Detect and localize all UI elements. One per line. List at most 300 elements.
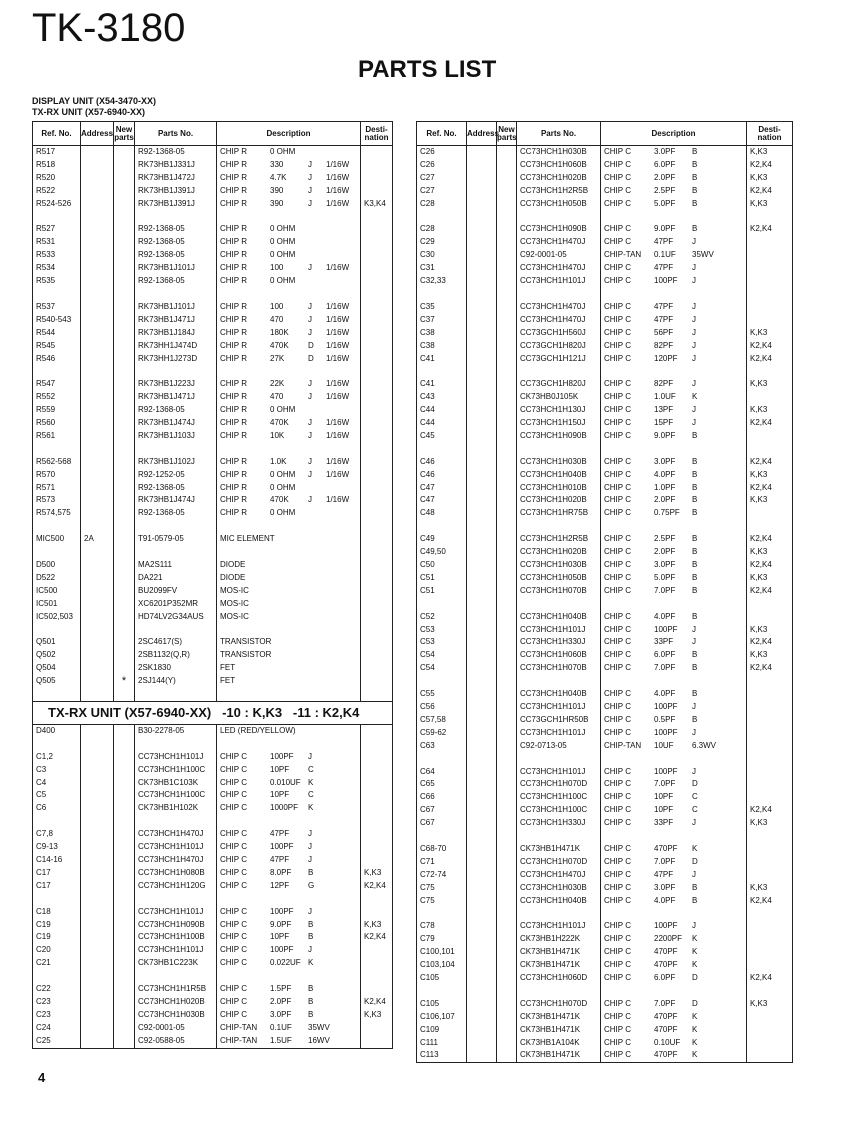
new-cell bbox=[114, 906, 135, 919]
description-cell bbox=[601, 288, 747, 301]
parts-cell: CC73HCH1H090B bbox=[135, 919, 217, 932]
ref-cell: C44 bbox=[417, 404, 467, 417]
ref-cell: R574,575 bbox=[33, 507, 81, 520]
parts-cell: CC73HCH1H070B bbox=[517, 585, 601, 598]
address-cell bbox=[81, 815, 114, 828]
desc-value: 7.0PF bbox=[654, 998, 676, 1008]
destination-cell bbox=[361, 802, 393, 815]
spacer-row bbox=[33, 443, 393, 456]
ref-cell: C106,107 bbox=[417, 1011, 467, 1024]
desc-value: 13PF bbox=[654, 405, 674, 415]
desc-type: CHIP R bbox=[220, 185, 247, 195]
table-row bbox=[33, 353, 393, 366]
destination-cell: K2,K4 bbox=[361, 931, 393, 944]
new-cell bbox=[497, 972, 517, 985]
desc-tol: D bbox=[692, 779, 698, 789]
desc-tol: B bbox=[692, 585, 698, 595]
description-cell bbox=[601, 546, 747, 559]
ref-cell bbox=[33, 624, 81, 637]
parts-cell: R92-1368-05 bbox=[135, 223, 217, 236]
new-cell bbox=[497, 146, 517, 159]
description-cell bbox=[217, 675, 361, 688]
description-cell bbox=[601, 236, 747, 249]
address-cell bbox=[81, 159, 114, 172]
table-row bbox=[417, 1049, 793, 1062]
desc-type: CHIP C bbox=[220, 932, 247, 942]
table-row bbox=[417, 662, 793, 675]
new-cell bbox=[114, 198, 135, 211]
description-cell bbox=[217, 802, 361, 815]
parts-cell: CC73HCH1H470J bbox=[517, 236, 601, 249]
spacer-row bbox=[417, 288, 793, 301]
desc-type: CHIP R bbox=[220, 237, 247, 247]
ref-cell: C23 bbox=[33, 996, 81, 1009]
ref-cell: R540-543 bbox=[33, 314, 81, 327]
new-cell bbox=[114, 185, 135, 198]
desc-tol: J bbox=[692, 340, 696, 350]
parts-cell: CC73HCH1H330J bbox=[517, 636, 601, 649]
desc-type: FET bbox=[220, 676, 236, 686]
destination-cell bbox=[361, 236, 393, 249]
desc-value: 100PF bbox=[654, 727, 678, 737]
description-cell bbox=[601, 843, 747, 856]
desc-rating: 1/16W bbox=[326, 327, 350, 337]
table-row bbox=[417, 340, 793, 353]
destination-cell: K,K3 bbox=[747, 817, 793, 830]
destination-cell: K2,K4 bbox=[747, 417, 793, 430]
ref-cell: IC501 bbox=[33, 598, 81, 611]
destination-cell bbox=[361, 391, 393, 404]
new-cell bbox=[497, 946, 517, 959]
description-cell bbox=[601, 198, 747, 211]
new-cell bbox=[114, 456, 135, 469]
ref-cell: C29 bbox=[417, 236, 467, 249]
desc-type: CHIP C bbox=[604, 495, 631, 505]
table-row bbox=[417, 314, 793, 327]
desc-value: 9.0PF bbox=[270, 919, 292, 929]
ref-cell: C55 bbox=[417, 688, 467, 701]
ref-cell: C44 bbox=[417, 417, 467, 430]
description-cell bbox=[217, 893, 361, 906]
desc-tol: K bbox=[308, 777, 314, 787]
parts-cell: R92-1368-05 bbox=[135, 275, 217, 288]
ref-cell: C41 bbox=[417, 378, 467, 391]
desc-type: CHIP R bbox=[220, 159, 247, 169]
table-row bbox=[417, 559, 793, 572]
spacer-cell bbox=[361, 688, 393, 701]
desc-tol: B bbox=[692, 572, 698, 582]
desc-value: 1.0UF bbox=[654, 392, 676, 402]
description-cell bbox=[217, 996, 361, 1009]
table-row bbox=[33, 185, 393, 198]
parts-cell: CC73HCH1H060B bbox=[517, 159, 601, 172]
desc-tol: K bbox=[692, 947, 698, 957]
description-cell bbox=[601, 533, 747, 546]
description-cell bbox=[217, 236, 361, 249]
destination-cell bbox=[747, 791, 793, 804]
desc-tol: J bbox=[308, 430, 312, 440]
desc-value: 22K bbox=[270, 379, 285, 389]
new-cell bbox=[114, 931, 135, 944]
address-cell bbox=[467, 972, 497, 985]
ref-cell: C25 bbox=[33, 1035, 81, 1048]
parts-cell: CC73HCH1H070D bbox=[517, 856, 601, 869]
destination-cell bbox=[361, 970, 393, 983]
destination-cell bbox=[747, 430, 793, 443]
desc-type: CHIP C bbox=[604, 547, 631, 557]
parts-cell: RK73HB1J101J bbox=[135, 301, 217, 314]
desc-type: CHIP C bbox=[604, 276, 631, 286]
address-cell bbox=[81, 172, 114, 185]
parts-cell: BU2099FV bbox=[135, 585, 217, 598]
desc-value: 0 OHM bbox=[270, 250, 296, 260]
new-cell bbox=[497, 391, 517, 404]
destination-cell bbox=[361, 288, 393, 301]
address-cell bbox=[467, 804, 497, 817]
ref-cell bbox=[33, 288, 81, 301]
description-cell bbox=[601, 146, 747, 159]
desc-type: CHIP C bbox=[604, 572, 631, 582]
desc-value: 47PF bbox=[654, 314, 674, 324]
parts-cell: C92-0588-05 bbox=[135, 1035, 217, 1048]
description-cell bbox=[601, 507, 747, 520]
desc-tol: 6.3WV bbox=[692, 740, 717, 750]
description-cell bbox=[217, 624, 361, 637]
new-cell bbox=[497, 443, 517, 456]
new-cell bbox=[497, 1024, 517, 1037]
address-cell bbox=[467, 1011, 497, 1024]
destination-cell bbox=[747, 275, 793, 288]
desc-tol: B bbox=[692, 611, 698, 621]
desc-type: CHIP C bbox=[604, 960, 631, 970]
destination-cell: K,K3 bbox=[747, 404, 793, 417]
desc-type: CHIP C bbox=[604, 624, 631, 634]
desc-tol: J bbox=[308, 829, 312, 839]
spacer-row bbox=[417, 598, 793, 611]
new-cell bbox=[497, 843, 517, 856]
desc-type: CHIP C bbox=[604, 934, 631, 944]
address-cell bbox=[81, 970, 114, 983]
desc-value: 47PF bbox=[654, 869, 674, 879]
desc-value: 2.5PF bbox=[654, 185, 676, 195]
description-cell bbox=[217, 301, 361, 314]
destination-cell bbox=[747, 753, 793, 766]
new-cell bbox=[497, 585, 517, 598]
address-cell bbox=[467, 869, 497, 882]
destination-cell: K,K3 bbox=[747, 198, 793, 211]
new-cell bbox=[114, 482, 135, 495]
col-address: Address bbox=[467, 122, 497, 146]
table-row bbox=[417, 882, 793, 895]
parts-cell: CC73HCH1H070D bbox=[517, 998, 601, 1011]
address-cell bbox=[467, 895, 497, 908]
description-cell bbox=[601, 585, 747, 598]
description-cell bbox=[601, 378, 747, 391]
new-cell bbox=[497, 559, 517, 572]
address-cell bbox=[467, 559, 497, 572]
ref-cell: C105 bbox=[417, 972, 467, 985]
desc-value: 100PF bbox=[270, 906, 294, 916]
table-row bbox=[33, 494, 393, 507]
ref-cell: C27 bbox=[417, 172, 467, 185]
description-cell bbox=[601, 778, 747, 791]
parts-cell: CC73GCH1H560J bbox=[517, 327, 601, 340]
description-cell bbox=[217, 919, 361, 932]
address-cell bbox=[81, 624, 114, 637]
desc-type: CHIP C bbox=[604, 534, 631, 544]
desc-type: CHIP C bbox=[220, 829, 247, 839]
address-cell bbox=[81, 443, 114, 456]
new-cell bbox=[114, 724, 135, 737]
description-cell bbox=[217, 983, 361, 996]
desc-value: 3.0PF bbox=[270, 1009, 292, 1019]
desc-tol: B bbox=[308, 1009, 314, 1019]
ref-cell: C63 bbox=[417, 740, 467, 753]
desc-value: 4.0PF bbox=[654, 469, 676, 479]
parts-cell: CK73HB1A104K bbox=[517, 1037, 601, 1050]
desc-type: MIC ELEMENT bbox=[220, 534, 275, 544]
desc-type: CHIP C bbox=[604, 663, 631, 673]
table-row bbox=[33, 559, 393, 572]
parts-cell bbox=[135, 815, 217, 828]
address-cell bbox=[81, 751, 114, 764]
page-number: 4 bbox=[38, 1070, 46, 1085]
parts-cell bbox=[517, 598, 601, 611]
table-row bbox=[417, 482, 793, 495]
desc-value: 470PF bbox=[654, 960, 678, 970]
table-row bbox=[417, 301, 793, 314]
address-cell bbox=[81, 404, 114, 417]
ref-cell: C38 bbox=[417, 327, 467, 340]
table-row bbox=[417, 585, 793, 598]
desc-tol: J bbox=[308, 301, 312, 311]
destination-cell bbox=[747, 701, 793, 714]
new-cell bbox=[497, 649, 517, 662]
desc-tol: D bbox=[692, 998, 698, 1008]
destination-cell bbox=[747, 1037, 793, 1050]
address-cell bbox=[467, 314, 497, 327]
destination-cell: K2,K4 bbox=[747, 972, 793, 985]
table-row bbox=[33, 854, 393, 867]
address-cell bbox=[467, 249, 497, 262]
new-cell bbox=[497, 520, 517, 533]
description-cell bbox=[217, 1009, 361, 1022]
desc-value: 82PF bbox=[654, 340, 674, 350]
new-cell bbox=[114, 520, 135, 533]
address-cell bbox=[467, 985, 497, 998]
desc-value: 0.1UF bbox=[654, 250, 676, 260]
new-cell bbox=[497, 895, 517, 908]
desc-type: CHIP C bbox=[604, 392, 631, 402]
parts-cell: CC73HCH1H101J bbox=[517, 275, 601, 288]
ref-cell: R560 bbox=[33, 417, 81, 430]
new-cell bbox=[497, 314, 517, 327]
table-row bbox=[417, 417, 793, 430]
table-row bbox=[417, 456, 793, 469]
destination-cell bbox=[747, 778, 793, 791]
parts-cell: B30-2278-05 bbox=[135, 724, 217, 737]
desc-type: CHIP C bbox=[604, 172, 631, 182]
address-cell bbox=[81, 391, 114, 404]
new-cell bbox=[497, 636, 517, 649]
desc-value: 0 OHM bbox=[270, 469, 296, 479]
parts-cell: CC73HCH1H040B bbox=[517, 688, 601, 701]
parts-cell bbox=[517, 443, 601, 456]
new-cell bbox=[114, 172, 135, 185]
desc-value: 0 OHM bbox=[270, 276, 296, 286]
description-cell bbox=[217, 815, 361, 828]
destination-cell bbox=[747, 933, 793, 946]
address-cell bbox=[467, 456, 497, 469]
desc-tol: J bbox=[308, 469, 312, 479]
ref-cell: Q502 bbox=[33, 649, 81, 662]
desc-value: 4.0PF bbox=[654, 895, 676, 905]
desc-type: CHIP C bbox=[604, 805, 631, 815]
new-cell bbox=[114, 777, 135, 790]
destination-cell bbox=[747, 443, 793, 456]
desc-tol: K bbox=[692, 1050, 698, 1060]
destination-cell bbox=[747, 946, 793, 959]
ref-cell: R520 bbox=[33, 172, 81, 185]
description-cell bbox=[217, 404, 361, 417]
ref-cell: C17 bbox=[33, 880, 81, 893]
destination-cell: K,K3 bbox=[747, 146, 793, 159]
address-cell bbox=[81, 931, 114, 944]
description-cell bbox=[217, 828, 361, 841]
address-cell bbox=[81, 314, 114, 327]
table-row bbox=[33, 391, 393, 404]
destination-cell bbox=[361, 1035, 393, 1048]
new-cell bbox=[114, 867, 135, 880]
table-row bbox=[417, 1024, 793, 1037]
ref-cell: C49,50 bbox=[417, 546, 467, 559]
table-row bbox=[417, 533, 793, 546]
parts-cell: CC73HCH1H090B bbox=[517, 430, 601, 443]
desc-value: 0.10UF bbox=[654, 1037, 681, 1047]
table-row bbox=[33, 598, 393, 611]
ref-cell: C18 bbox=[33, 906, 81, 919]
new-cell bbox=[497, 159, 517, 172]
address-cell bbox=[81, 919, 114, 932]
desc-type: CHIP C bbox=[604, 430, 631, 440]
desc-type: CHIP C bbox=[220, 855, 247, 865]
ref-cell: C19 bbox=[33, 931, 81, 944]
address-cell bbox=[467, 172, 497, 185]
ref-cell: C56 bbox=[417, 701, 467, 714]
parts-cell: CC73HCH1H150J bbox=[517, 417, 601, 430]
destination-cell: K2,K4 bbox=[747, 636, 793, 649]
parts-cell: CC73HCH1H100C bbox=[517, 804, 601, 817]
description-cell bbox=[601, 830, 747, 843]
parts-cell: 2SJ144(Y) bbox=[135, 675, 217, 688]
description-cell bbox=[601, 1024, 747, 1037]
desc-type: CHIP C bbox=[604, 585, 631, 595]
spacer-cell bbox=[33, 688, 81, 701]
desc-rating: 1/16W bbox=[326, 159, 350, 169]
parts-cell: CC73HCH1H101J bbox=[135, 906, 217, 919]
description-cell bbox=[217, 559, 361, 572]
desc-value: 5.0PF bbox=[654, 198, 676, 208]
new-cell bbox=[114, 1022, 135, 1035]
ref-cell: C48 bbox=[417, 507, 467, 520]
description-cell bbox=[601, 391, 747, 404]
desc-type: CHIP C bbox=[604, 766, 631, 776]
new-cell bbox=[497, 301, 517, 314]
desc-value: 470PF bbox=[654, 1011, 678, 1021]
ref-cell: R546 bbox=[33, 353, 81, 366]
address-cell bbox=[467, 701, 497, 714]
description-cell bbox=[601, 766, 747, 779]
desc-tol: 16WV bbox=[308, 1035, 330, 1045]
address-cell bbox=[81, 1022, 114, 1035]
ref-cell: C51 bbox=[417, 585, 467, 598]
parts-cell: CC73HCH1H2R5B bbox=[517, 533, 601, 546]
parts-cell: R92-1368-05 bbox=[135, 507, 217, 520]
col-address: Address bbox=[81, 122, 114, 146]
parts-cell: RK73HB1J471J bbox=[135, 314, 217, 327]
description-cell bbox=[217, 456, 361, 469]
destination-cell bbox=[361, 815, 393, 828]
destination-cell bbox=[361, 675, 393, 688]
destination-cell: K2,K4 bbox=[747, 340, 793, 353]
desc-type: CHIP R bbox=[220, 301, 247, 311]
destination-cell bbox=[747, 959, 793, 972]
destination-cell: K,K3 bbox=[747, 546, 793, 559]
new-cell bbox=[497, 185, 517, 198]
new-cell bbox=[114, 1009, 135, 1022]
destination-cell bbox=[361, 624, 393, 637]
col-description: Description bbox=[217, 122, 361, 146]
address-cell bbox=[81, 636, 114, 649]
ref-cell bbox=[33, 738, 81, 751]
ref-cell: C47 bbox=[417, 494, 467, 507]
desc-rating: 1/16W bbox=[326, 456, 350, 466]
new-cell bbox=[497, 236, 517, 249]
destination-cell bbox=[361, 585, 393, 598]
parts-cell: CK73HB1H471K bbox=[517, 959, 601, 972]
new-cell bbox=[497, 675, 517, 688]
description-cell bbox=[601, 430, 747, 443]
new-cell bbox=[497, 662, 517, 675]
desc-tol: B bbox=[308, 932, 314, 942]
parts-cell: CK73HB0J105K bbox=[517, 391, 601, 404]
desc-tol: B bbox=[692, 198, 698, 208]
address-cell bbox=[467, 443, 497, 456]
ref-cell: C51 bbox=[417, 572, 467, 585]
description-cell bbox=[217, 1035, 361, 1048]
desc-tol: D bbox=[308, 353, 314, 363]
desc-tol: C bbox=[308, 764, 314, 774]
table-row bbox=[417, 701, 793, 714]
description-cell bbox=[601, 869, 747, 882]
address-cell bbox=[467, 482, 497, 495]
desc-tol: J bbox=[692, 237, 696, 247]
table-row bbox=[33, 931, 393, 944]
ref-cell: C45 bbox=[417, 430, 467, 443]
new-cell bbox=[114, 159, 135, 172]
desc-value: 2.5PF bbox=[654, 534, 676, 544]
desc-value: 47PF bbox=[654, 263, 674, 273]
parts-cell: CC73HCH1H101J bbox=[135, 751, 217, 764]
ref-cell bbox=[417, 288, 467, 301]
desc-value: 7.0PF bbox=[654, 856, 676, 866]
address-cell bbox=[467, 1024, 497, 1037]
desc-type: CHIP R bbox=[220, 392, 247, 402]
description-cell bbox=[601, 636, 747, 649]
destination-cell bbox=[747, 869, 793, 882]
table-row bbox=[33, 507, 393, 520]
desc-value: 10PF bbox=[270, 790, 290, 800]
